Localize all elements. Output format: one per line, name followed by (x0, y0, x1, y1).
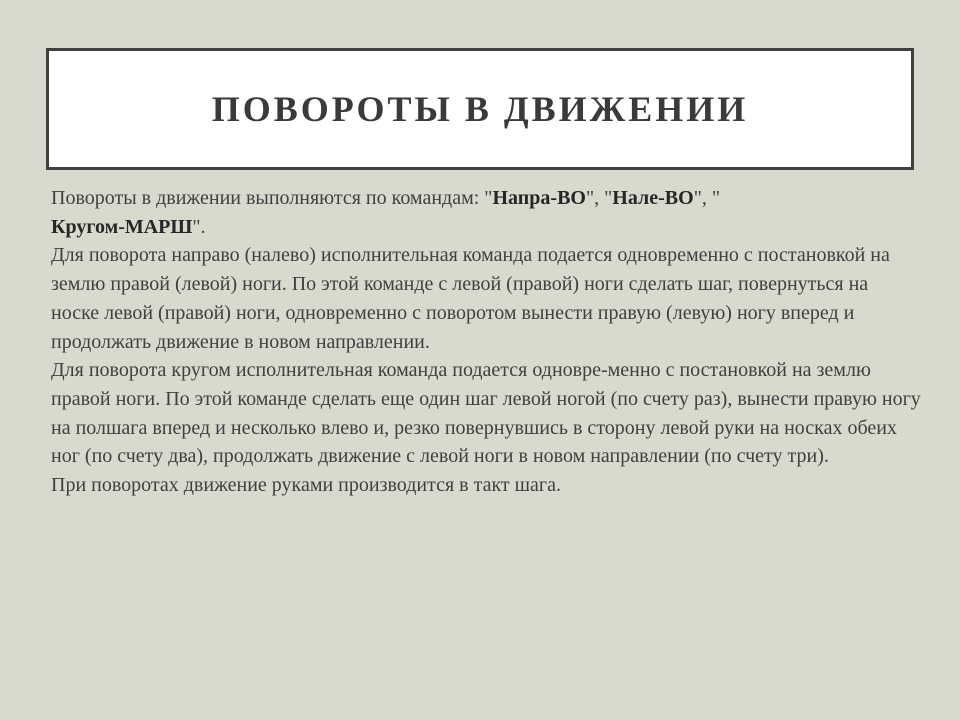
command-right-turn: Напра-ВО (492, 187, 586, 209)
paragraph-right-left-turn: Для поворота направо (налево) исполнительная команда подается одновременно с постановкой на землю правой (левой) ноги. По этой команде с левой (правой) ноги сделать шаг, повернуться на носке левой (правой) ноги, одновременно с поворотом вынести правую (левую) ногу вперед и продолжать движение в новом направлении. (51, 244, 890, 353)
commands-separator: ", " (693, 187, 721, 209)
slide-body (51, 184, 921, 500)
commands-intro: Повороты в движении выполняются по командам: " (51, 187, 493, 209)
command-about-turn: Кругом-МАРШ (51, 215, 193, 238)
title-box (46, 48, 914, 170)
commands-end: ". (192, 215, 206, 238)
paragraph-arms: При поворотах движение руками производится в такт шага. (51, 474, 562, 497)
slide-title: ПОВОРОТЫ В ДВИЖЕНИИ (211, 89, 749, 129)
commands-separator: ", " (585, 187, 613, 209)
paragraph-about-turn: Для поворота кругом исполнительная команда подается одновре-менно с постановкой на землю правой ноги. По этой команде сделать еще один шаг левой ногой (по счету раз), вынести правую ногу на полшага вперед и несколько влево и, резко повернувшись в сторону левой руки на носках обеих ног (по счету два), продолжать движение с левой ноги в новом направлении (по счету три). (51, 359, 921, 468)
command-left-turn: Нале-ВО (612, 187, 694, 209)
paragraph-commands (51, 184, 921, 241)
